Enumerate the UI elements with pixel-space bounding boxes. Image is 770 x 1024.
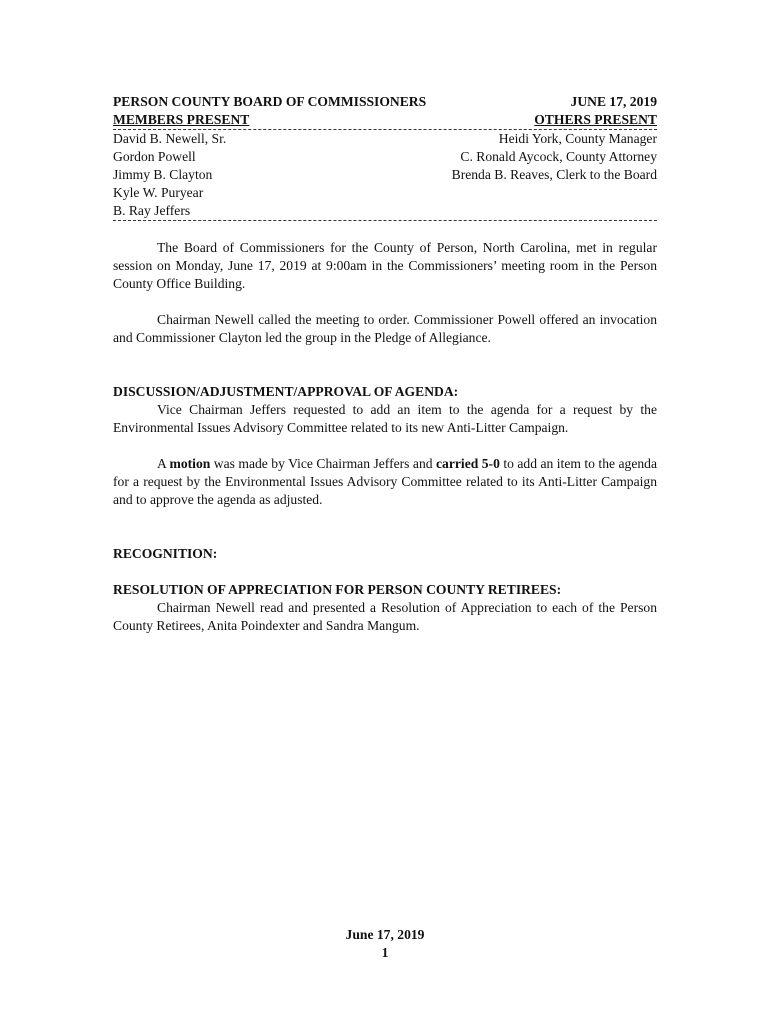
motion-text: A [157,456,170,471]
members-present-heading: MEMBERS PRESENT [113,112,250,127]
attendance-headings [113,111,657,129]
resolution-heading: RESOLUTION OF APPRECIATION FOR PERSON COUNTY RETIREES: [113,582,562,597]
organization-title: PERSON COUNTY BOARD OF COMMISSIONERS [113,94,427,109]
footer-date: June 17, 2019 [345,927,425,942]
member-name: David B. Newell, Sr. [113,131,227,146]
members-list [113,130,226,220]
motion-text: to add an item to the agenda for a request by the Environmental Issues Advisory Committee related to its Anti-Litter Campaign and to approve the agenda as adjusted. [113,456,657,507]
page-footer [0,926,770,962]
others-list [452,130,657,220]
motion-vote: carried 5-0 [436,456,500,471]
member-name: Kyle W. Puryear [113,185,204,200]
other-attendee: Brenda B. Reaves, Clerk to the Board [451,167,657,182]
member-name: B. Ray Jeffers [113,203,191,218]
minutes-body [113,93,657,635]
agenda-heading: DISCUSSION/ADJUSTMENT/APPROVAL OF AGENDA: [113,384,459,399]
header-row [113,93,657,111]
member-name: Jimmy B. Clayton [113,167,213,182]
other-attendee: C. Ronald Aycock, County Attorney [460,149,657,164]
attendance-lists [113,130,657,220]
agenda-request-paragraph: Vice Chairman Jeffers requested to add an item to the agenda for a request by the Environmental Issues Advisory Committee related to its new Anti-Litter Campaign. [113,402,657,435]
resolution-paragraph: Chairman Newell read and presented a Resolution of Appreciation to each of the Person County Retirees, Anita Poindexter and Sandra Mangum. [113,600,657,633]
other-attendee: Heidi York, County Manager [498,131,657,146]
call-to-order-paragraph: Chairman Newell called the meeting to order. Commissioner Powell offered an invocation and Commissioner Clayton led the group in the Pledge of Allegiance. [113,312,657,345]
member-name: Gordon Powell [113,149,196,164]
recognition-heading: RECOGNITION: [113,546,218,561]
page-number: 1 [381,945,389,960]
intro-paragraph: The Board of Commissioners for the County of Person, North Carolina, met in regular session on Monday, June 17, 2019 at 9:00am in the Commissioners’ meeting room in the Person County Office Building. [113,240,657,291]
motion-text: was made by Vice Chairman Jeffers and [210,456,437,471]
others-present-heading: OTHERS PRESENT [534,112,657,127]
motion-keyword: motion [169,456,211,471]
motion-paragraph [113,455,657,509]
meeting-date: JUNE 17, 2019 [570,94,657,109]
